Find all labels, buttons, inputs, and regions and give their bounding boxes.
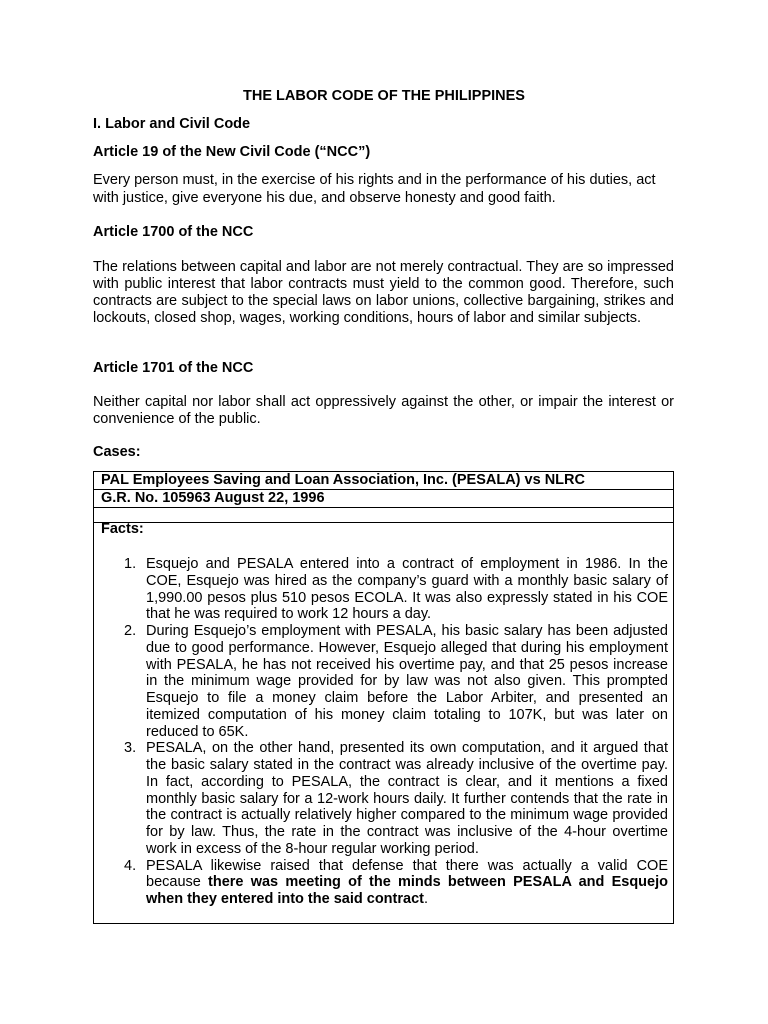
list-item xyxy=(124,556,668,623)
case-gr-number: G.R. No. 105963 August 22, 1996 xyxy=(101,490,325,506)
list-item-text: Esquejo and PESALA entered into a contract of employment in 1986. In the COE, Esquejo was hired as the company’s guard with a monthly basic salary of 1,990.00 pesos plus 510 pesos ECOLA. It was also expressly stated in his COE that he was required to work 12 hours a day. xyxy=(146,556,668,623)
facts-label: Facts: xyxy=(101,521,144,537)
list-item xyxy=(124,623,668,740)
article-1701-heading: Article 1701 of the NCC xyxy=(93,360,254,376)
list-item-text: During Esquejo’s employment with PESALA, his basic salary has been adjusted due to good performance. However, Esquejo alleged that during his employment with PESALA, he has not received his overtime pay, and that 25 pesos increase in the minimum wage provided for by law was not also given. This prompted Esquejo to file a money claim before the Labor Arbiter, and presented an itemized computation of his money claim totaling to 107K, but was later on reduced to 65K. xyxy=(146,623,668,740)
list-item xyxy=(124,858,668,908)
list-item-number: 2. xyxy=(124,623,137,639)
list-item-text xyxy=(146,858,668,908)
list-item-number: 3. xyxy=(124,740,137,757)
facts-list xyxy=(124,556,668,908)
article-1701-text: Neither capital nor labor shall act oppressively against the other, or impair the interest or convenience of the public. xyxy=(93,394,674,427)
case-blank-row xyxy=(94,508,673,523)
list-item-number: 4. xyxy=(124,857,137,874)
list-item xyxy=(124,740,668,857)
article-19-heading: Article 19 of the New Civil Code (“NCC”) xyxy=(93,144,371,160)
list-item-text-emphasis: there was meeting of the minds between PESALA and Esquejo when they entered into the said contract xyxy=(146,874,668,907)
document-title: THE LABOR CODE OF THE PHILIPPINES xyxy=(243,88,525,104)
article-19-text: Every person must, in the exercise of his rights and in the performance of his duties, act with justice, give everyone his due, and observe honesty and good faith. xyxy=(93,172,656,206)
cases-label: Cases: xyxy=(93,444,141,460)
section-heading: I. Labor and Civil Code xyxy=(93,116,251,132)
case-gr-row xyxy=(94,490,673,508)
article-1700-text: The relations between capital and labor are not merely contractual. They are so impressed with public interest that labor contracts must yield to the common good. Therefore, such contracts are subject to the special laws on labor unions, collective bargaining, strikes and lockouts, closed shop, wages, working conditions, hours of labor and similar subjects. xyxy=(93,259,674,326)
case-table xyxy=(93,471,674,924)
article-1700-heading: Article 1700 of the NCC xyxy=(93,224,254,240)
list-item-text-lead: PESALA likewise raised that defense that there was actually a valid COE because xyxy=(146,857,668,891)
list-item-text-end: . xyxy=(423,891,428,907)
list-item-number: 1. xyxy=(124,556,137,572)
list-item-text: PESALA, on the other hand, presented its own computation, and it argued that the basic salary stated in the contract was already inclusive of the overtime pay. In fact, according to PESALA, the contract is clear, and it mentions a fixed monthly basic salary for a 12-work hours daily. It further contends that the rate in the contract is actually relatively higher compared to the minimum wage provided for by law. Thus, the rate in the contract was inclusive of the 4-hour overtime work in excess of the 8-hour regular working period. xyxy=(146,740,668,857)
case-title-row xyxy=(94,472,673,490)
case-title: PAL Employees Saving and Loan Association, Inc. (PESALA) vs NLRC xyxy=(101,472,585,488)
